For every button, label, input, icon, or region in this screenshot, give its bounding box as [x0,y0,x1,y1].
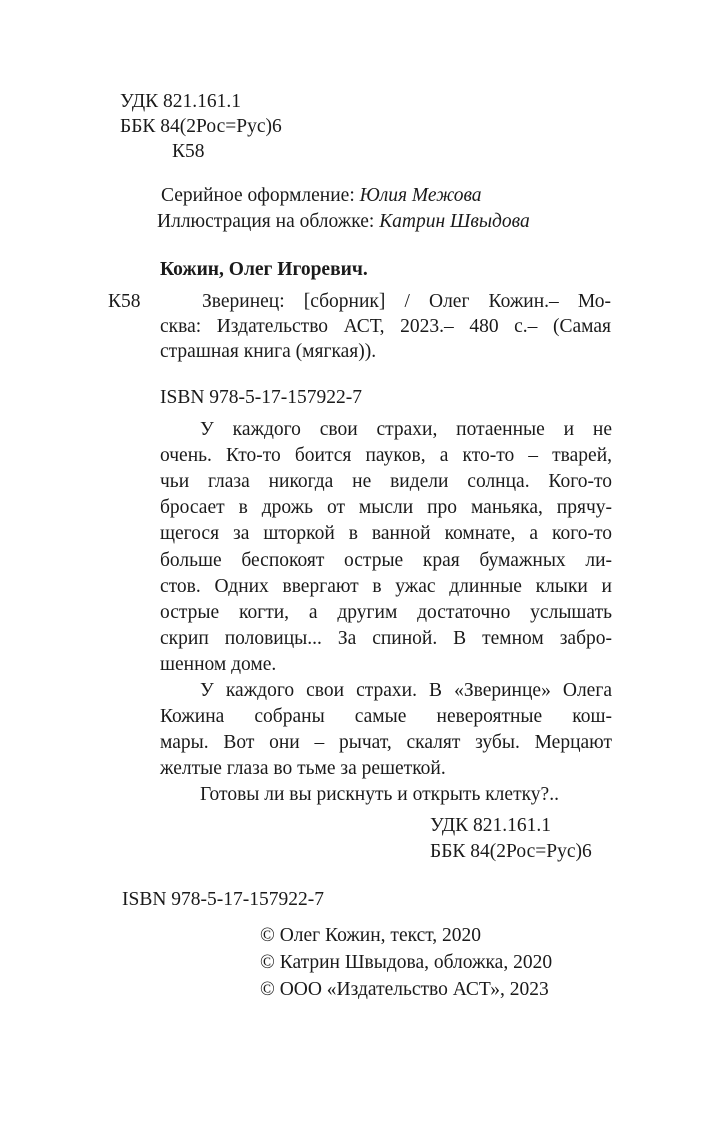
annotation-line: мары. Вот они – рычат, скалят зубы. Мерцают [160,732,612,754]
annotation-line: Готовы ли вы рискнуть и открыть клетку?.. [200,784,559,806]
udk-code: УДК 821.161.1 [120,91,242,112]
series-design-name: Юлия Межова [359,185,482,206]
cover-illustration-label: Иллюстрация на обложке: [157,211,375,232]
footer-bbk: ББК 84(2Рос=Рус)6 [430,841,592,862]
bbk-code: ББК 84(2Рос=Рус)6 [120,116,282,137]
annotation-line: очень. Кто-то боится пауков, а кто-то – тварей, [160,445,612,467]
annotation-line: щегося за шторкой в ванной комнате, а кого-то [160,523,612,545]
annotation-line: стов. Одних ввергают в ужас длинные клыки и [160,575,612,597]
bib-line: сква: Издательство АСТ, 2023.– 480 с.– (Самая [160,316,611,337]
bib-line: Зверинец: [сборник] / Олег Кожин.– Мо- [202,291,611,312]
bib-line: страшная книга (мягкая)). [160,341,377,362]
footer-udk: УДК 821.161.1 [430,815,552,836]
author-mark-2: К58 [108,291,141,312]
annotation-line: желтые глаза во тьме за решеткой. [160,758,446,780]
annotation-line: скрип половицы... За спиной. В темном забро- [160,627,612,649]
annotation-line: шенном доме. [160,653,277,675]
series-design-credit [161,184,482,208]
isbn-bottom: ISBN 978-5-17-157922-7 [122,889,325,910]
copyright-line: © Катрин Швыдова, обложка, 2020 [260,952,553,973]
author-mark: К58 [172,141,205,162]
isbn: ISBN 978-5-17-157922-7 [160,387,363,408]
annotation-line: больше беспокоят острые края бумажных ли- [160,549,612,571]
cover-illustration-credit [157,210,530,234]
annotation-line: Кожина собраны самые невероятные кош- [160,706,612,728]
annotation-line: чьи глаза никогда не видели солнца. Кого-то [160,471,612,493]
copyright-line: © ООО «Издательство АСТ», 2023 [260,979,549,1000]
annotation-line: У каждого свои страхи. В «Зверинце» Олега [200,680,612,701]
annotation-line: У каждого свои страхи, потаенные и не [200,419,612,440]
cover-illustration-name: Катрин Швыдова [379,211,530,232]
author-heading: Кожин, Олег Игоревич. [160,259,368,280]
series-design-label: Серийное оформление: [161,185,355,206]
annotation-line: острые когти, а другим достаточно услышать [160,601,612,623]
copyright-line: © Олег Кожин, текст, 2020 [260,925,482,946]
annotation-line: бросает в дрожь от мысли про маньяка, прячу- [160,497,612,519]
